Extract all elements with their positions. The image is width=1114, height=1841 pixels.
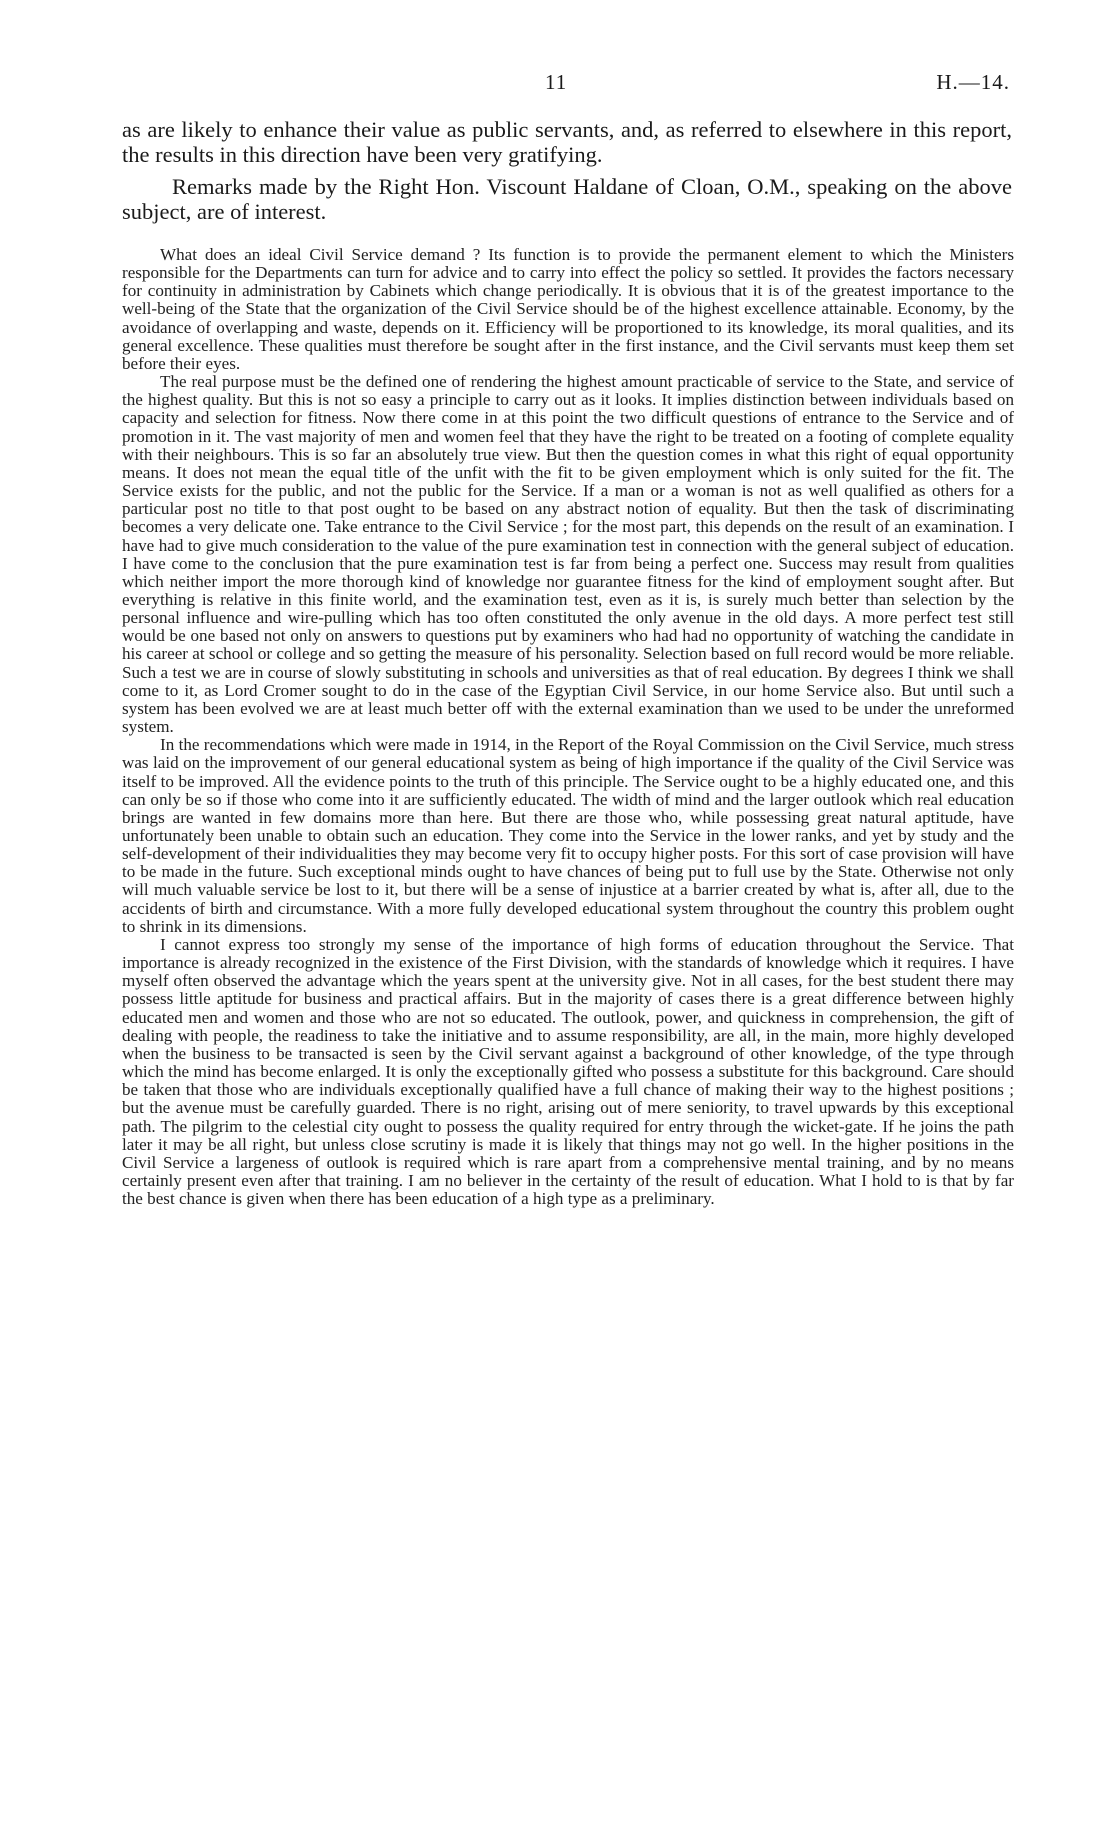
quote-paragraph-1: What does an ideal Civil Service demand ? Its function is to provide the permanent element to which the Ministers responsible for the Departments can turn for advice and to carry into effect the policy so settled. It provides the factors necessary for continuity in administration by Cabinets which change periodically. It is obvious that it is of the greatest importance to the well-being of the State that the organization of the Civil Service should be of the highest excellence attainable. Economy, by the avoidance of overlapping and waste, depends on it. Efficiency will be proportioned to its knowledge, its moral qualities, and its general excellence. These qualities must therefore be sought after in the first instance, and the Civil servants must keep them set before their eyes.: [122, 245, 1014, 373]
intro-text: [122, 118, 1012, 224]
quote-paragraph-3: In the recommendations which were made in 1914, in the Report of the Royal Commission on the Civil Service, much stress was laid on the improvement of our general educational system as being of high importance if the quality of the Civil Service was itself to be improved. All the evidence points to the truth of this principle. The Service ought to be a highly educated one, and this can only be so if those who come into it are sufficiently educated. The width of mind and the larger outlook which real education brings are wanted in few domains more than here. But there are those who, while possessing great natural aptitude, have unfortunately been unable to obtain such an education. They come into the Service in the lower ranks, and yet by study and the self-development of their individualities they may become very fit to occupy higher posts. For this sort of case provision will have to be made in the future. Such exceptional minds ought to have chances of being put to full use by the State. Otherwise not only will much valuable service be lost to it, but there will be a sense of injustice at a barrier created by what is, after all, due to the accidents of birth and circumstance. With a more fully developed educational system throughout the country this problem ought to shrink in its dimensions.: [122, 735, 1014, 936]
intro-paragraph-1: as are likely to enhance their value as public servants, and, as referred to elsewhere in this report, the results in this direction have been very gratifying.: [122, 117, 1012, 167]
quote-paragraph-2: The real purpose must be the defined one of rendering the highest amount practicable of service to the State, and service of the highest quality. But this is not so easy a principle to carry out as it looks. It implies distinction between individuals based on capacity and selection for fitness. Now there come in at this point the two difficult questions of entrance to the Service and of promotion in it. The vast majority of men and women feel that they have the right to be treated on a footing of complete equality with their neighbours. This is so far an absolutely true view. But then the question comes in what this right of equal opportunity means. It does not mean the equal title of the unfit with the fit to be given employment which is only suited for the fit. The Service exists for the public, and not the public for the Service. If a man or a woman is not as well qualified as others for a particular post no title to that post ought to be based on any abstract notion of equality. But then the task of discriminating becomes a very delicate one. Take entrance to the Civil Service ; for the most part, this depends on the result of an examination. I have had to give much consideration to the value of the pure examination test in connection with the general subject of education. I have come to the conclusion that the pure examination test is far from being a perfect one. Success may result from qualities which neither import the more thorough kind of knowledge nor guarantee fitness for the kind of employment sought after. But everything is relative in this finite world, and the examination test, even as it is, is surely much better than selection by the personal influence and wire-pulling which has too often constituted the only avenue in the old days. A more perfect test still would be one based not only on answers to questions put by examiners who had had no opportunity of watching the candidate in his career at school or college and so getting the measure of his personality. Selection based on full record would be more reliable. Such a test we are in course of slowly substituting in schools and universities as that of real education. By degrees I think we shall come to it, as Lord Cromer sought to do in the case of the Egyptian Civil Service, in our home Service also. But until such a system has been evolved we are at least much better off with the external examination than we used to be under the unreformed system.: [122, 372, 1014, 737]
intro-paragraph-2: Remarks made by the Right Hon. Viscount Haldane of Cloan, O.M., speaking on the above subject, are of interest.: [122, 174, 1012, 224]
quote-paragraph-4: I cannot express too strongly my sense of the importance of high forms of education throughout the Service. That importance is already recognized in the existence of the First Division, with the standards of knowledge which it requires. I have myself often observed the advantage which the years spent at the university give. Not in all cases, for the best student there may possess little aptitude for business and practical affairs. But in the majority of cases there is a great difference between highly educated men and women and those who are not so educated. The outlook, power, and quickness in comprehension, the gift of dealing with people, the readiness to take the initiative and to assume responsibility, are all, in the main, more highly developed when the business to be transacted is seen by the Civil servant against a background of other knowledge, of the type through which the mind has become enlarged. It is only the exceptionally gifted who possess a substitute for this background. Care should be taken that those who are individuals exceptionally qualified have a full chance of making their way to the highest positions ; but the avenue must be carefully guarded. There is no right, arising out of mere seniority, to travel upwards by this exceptional path. The pilgrim to the celestial city ought to possess the quality required for entry through the wicket-gate. If he joins the path later it may be all right, but unless close scrutiny is made it is likely that things may not go well. In the higher positions in the Civil Service a largeness of outlook is required which is rare apart from a comprehensive mental training, and by no means certainly present even after that training. I am no believer in the certainty of the result of education. What I hold to is that by far the best chance is given when there has been education of a high type as a preliminary.: [122, 934, 1014, 1209]
page-header: [0, 70, 1114, 100]
quoted-remarks: [122, 246, 1014, 1208]
page-number: 11: [545, 70, 568, 94]
document-reference: H.—14.: [936, 70, 1010, 94]
